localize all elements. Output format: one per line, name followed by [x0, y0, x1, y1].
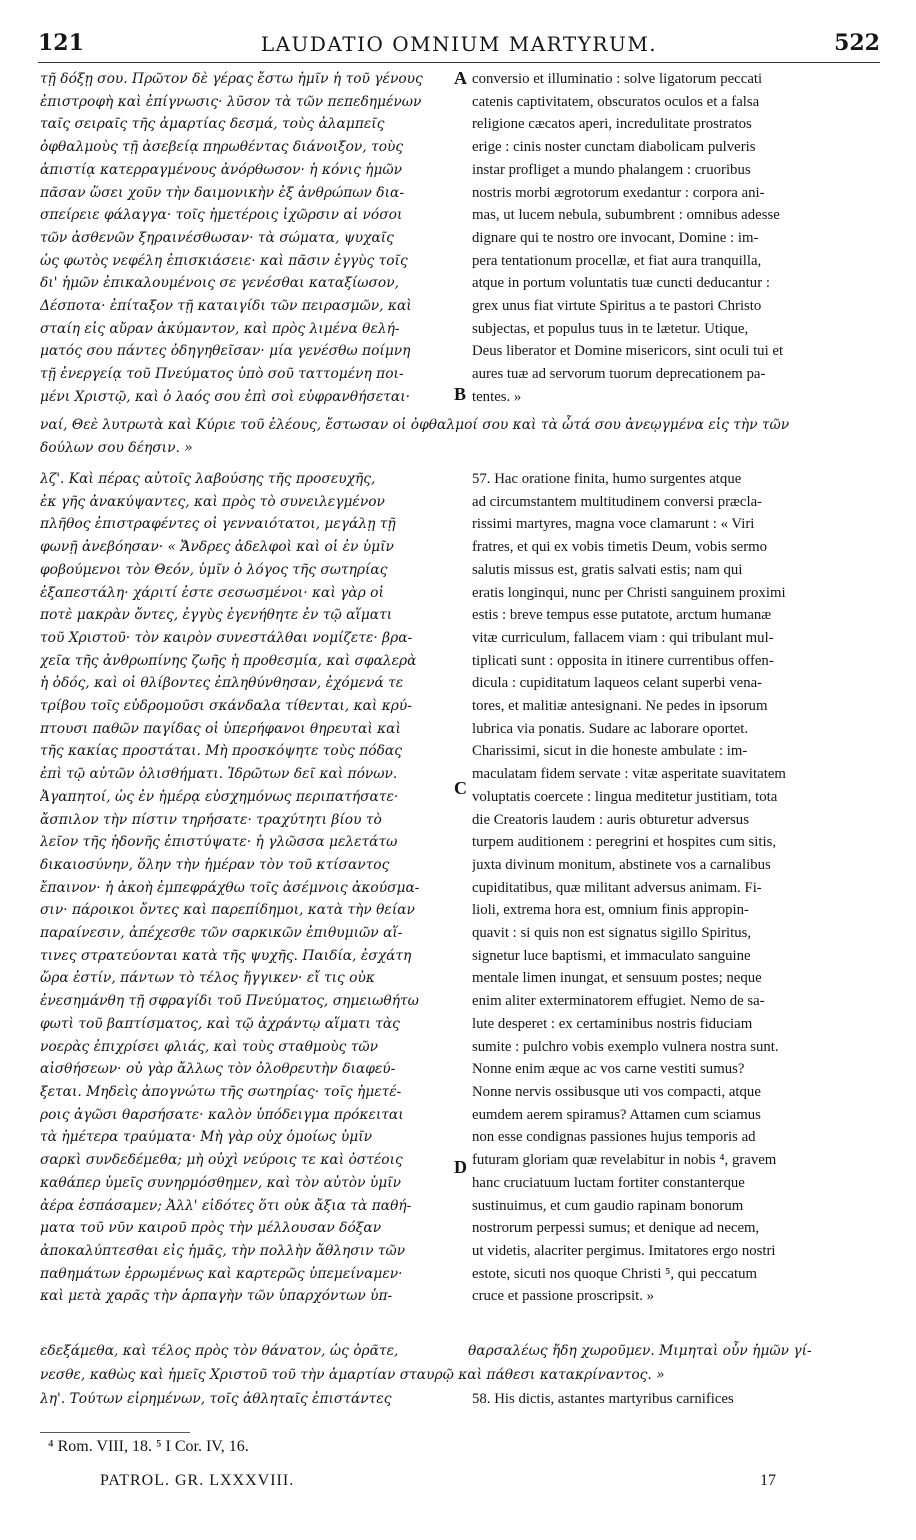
- latin-line: turpem auditionem : peregrini et hospites cum sitis,: [472, 834, 777, 851]
- latin-line: tores, et malitiæ antesignani. Ne pedes in ipsorum: [472, 698, 768, 715]
- greek-line: δούλων σου δέησιν. »: [40, 439, 193, 456]
- greek-line: μένι Χριστῷ, καὶ ὁ λαός σου ἐπὶ σοὶ εὐφρανθήσεται·: [40, 388, 410, 405]
- latin-line: lioli, extrema hora est, omnium finis appropin-: [472, 902, 749, 919]
- greek-line: νεσθε, καθὼς καὶ ἡμεῖς Χριστοῦ τοῦ τὴν ἁμαρτίαν σταυρῷ καὶ πάθεσι κατακρίναντος. »: [40, 1367, 665, 1383]
- latin-line: mas, ut lucem nebula, subumbrent : omnibus adesse: [472, 207, 780, 224]
- latin-line: vitæ curriculum, fallacem viam : qui tribulant mul-: [472, 629, 774, 646]
- greek-line: δικαιοσύνην, ὅλην τὴν ἡμέραν τὸν τοῦ κτίσαντος: [40, 856, 390, 873]
- latin-line: signetur luce baptismi, et immaculato sanguine: [472, 947, 751, 964]
- greek-line: τινες στρατεύονται κατὰ τῆς ψυχῆς. Παιδία, ἐσχάτη: [40, 947, 412, 964]
- greek-line: ναί, Θεὲ λυτρωτὰ καὶ Κύριε τοῦ ἐλέους, ἔστωσαν οἱ ὀφθαλμοί σου καὶ τὰ ὦτά σου ἀνεῳγμένα εἰς τὴν τῶν: [40, 417, 790, 433]
- latin-column-bottom: [472, 468, 882, 1338]
- greek-line: ἀπιστίᾳ κατερραγμένους ἀνόρθωσον· ἡ κόνις ἡμῶν: [40, 161, 403, 178]
- greek-line: δι' ἡμῶν ἐπικαλουμένοις σε γενέσθαι καταξίωσον,: [40, 275, 399, 292]
- latin-line: estote, sicuti nos quoque Christi ⁵, qui peccatum: [472, 1265, 758, 1282]
- latin-line: eumdem aerem spiramus? Attamen cum sciamus: [472, 1106, 761, 1123]
- latin-line: subjectas, et populus tuus in te lætetur. Utique,: [472, 320, 749, 337]
- latin-line: quavit : si quis non est signatus sigillo Spiritus,: [472, 925, 752, 942]
- latin-line: dignare qui te nostro ore invocant, Domine : im-: [472, 229, 759, 246]
- running-header: [38, 30, 880, 60]
- greek-line: εδεξάμεθα, καὶ τέλος πρὸς τὸν θάνατον, ὡς ὁρᾶτε,: [40, 1343, 399, 1359]
- greek-line: ἀποκαλύπτεσθαι εἰς ἡμᾶς, τὴν πολλὴν ἄθλησιν τῶν: [40, 1242, 406, 1259]
- greek-line: ἐκ γῆς ἀνακύψαντες, καὶ πρὸς τὸ συνειλεγμένον: [40, 493, 385, 510]
- greek-line: τῇ ἐνεργείᾳ τοῦ Πνεύματος ὑπὸ σοῦ ταττομένη ποι-: [40, 366, 404, 383]
- latin-line: eratis longinqui, nunc per Christi sanguinem proximi: [472, 584, 786, 601]
- latin-line: erige : cinis noster cunctam diabolicam pulveris: [472, 139, 756, 156]
- greek-line: σπείρειε φάλαγγα· τοῖς ἡμετέροις ἰχῶρσιν αἱ νόσοι: [40, 207, 403, 224]
- greek-line: ποτὲ μακρὰν ὄντες, ἐγγὺς ἐγενήθητε ἐν τῷ αἵματι: [40, 607, 393, 624]
- latin-line: pera tentationum procellæ, et fiat aura tranquilla,: [472, 252, 762, 269]
- latin-line: nostris morbi ægrotorum exedantur : corpora ani-: [472, 184, 765, 201]
- latin-line: cupiditatibus, quæ militant adversus animam. Fi-: [472, 879, 762, 896]
- greek-line: φοβούμενοι τὸν Θεόν, ὑμῖν ὁ λόγος τῆς σωτηρίας: [40, 561, 388, 578]
- latin-column-top: [472, 68, 882, 413]
- greek-line: πτουσι παθῶν παγίδας οἱ ὑπερήφανοι θηρευταὶ καὶ: [40, 720, 401, 737]
- latin-line: 57. Hac oratione finita, humo surgentes atque: [472, 471, 742, 487]
- latin-line: lute desperet : ex certaminibus nostris fiduciam: [472, 1015, 753, 1032]
- latin-line: non esse condignas passiones hujus temporis ad: [472, 1129, 756, 1146]
- latin-line: ut videtis, alacriter pergimus. Imitatores ergo nostri: [472, 1242, 776, 1259]
- greek-line: παραίνεσιν, ἀπέχεσθε τῶν σαρκικῶν ἐπιθυμιῶν αἵ-: [40, 925, 403, 942]
- greek-column-bottom: [40, 468, 460, 1338]
- latin-line: voluptatis coercete : lingua meditetur justitiam, tota: [472, 788, 778, 805]
- latin-line: atque in portum voluntatis tuæ cuncti deducantur :: [472, 275, 770, 292]
- latin-line: die Creatoris laudem : auris obturetur adversus: [472, 811, 749, 828]
- greek-line: σαρκὶ συνδεδέμεθα; μὴ οὐχὶ νεύροις τε καὶ ὀστέοις: [40, 1152, 403, 1169]
- footnote-rule: [40, 1432, 190, 1433]
- greek-full-width-2: [40, 1364, 882, 1388]
- latin-line: juxta divinum monitum, abstinete vos a carnalibus: [472, 856, 771, 873]
- latin-line: fratres, et qui ex vobis timetis Deum, vobis sermo: [472, 539, 768, 556]
- greek-line: ἐνεσημάνθη τῇ σφραγίδι τοῦ Πνεύματος, σημειωθήτω: [40, 993, 419, 1010]
- latin-line: mentale limen inungat, et sensuum postes; neque: [472, 970, 762, 987]
- greek-line: νοερὰς ἐπιχρίσει φλιάς, καὶ τοὺς σταθμοὺς τῶν: [40, 1038, 378, 1055]
- greek-line: πλῆθος ἐπιστραφέντες οἱ γενναιότατοι, μεγάλῃ τῇ: [40, 516, 396, 533]
- latin-line: maculatam fidem servate : vitæ asperitate suavitatem: [472, 766, 786, 783]
- latin-line: tentes. »: [472, 388, 522, 405]
- greek-line: ἐξαπεστάλη· χάριτί ἐστε σεσωσμένοι· καὶ γὰρ οἱ: [40, 584, 384, 601]
- latin-line: Nonne enim æque ac vos carne vestiti sumus?: [472, 1061, 745, 1078]
- greek-line: λη'. Τούτων εἰρημένων, τοῖς ἀθληταῖς ἐπιστάντες: [40, 1391, 392, 1407]
- greek-line: ὡς φωτὸς νεφέλη ἐπισκιάσειε· καὶ πᾶσιν ἐγγὺς τοῖς: [40, 252, 408, 269]
- greek-line: ἐπὶ τῷ αὐτῶν ὀλισθήματι. Ἱδρῶτων δεῖ καὶ πόνων.: [40, 766, 398, 783]
- latin-line: nostrorum perpessi sumus; et denique ad necem,: [472, 1220, 760, 1237]
- footnotes: ⁴ Rom. VIII, 18. ⁵ I Cor. IV, 16.: [48, 1438, 249, 1455]
- latin-line: rissimi martyres, magna voce clamarunt : « Viri: [472, 516, 755, 533]
- greek-line: καθάπερ ὑμεῖς συνηρμόσθημεν, καὶ τὸν αὐτὸν ὑμῖν: [40, 1174, 402, 1191]
- greek-line: ἔπαινον· ἡ ἀκοὴ ἐμπεφράχθω τοῖς ἀσέμνοις ἀκούσμα-: [40, 879, 420, 896]
- page-number-right: 522: [834, 30, 880, 56]
- greek-line: ὥρα ἐστίν, πάντων τὸ τέλος ἤγγικεν· εἴ τις οὐκ: [40, 970, 375, 987]
- latin-line: lubrica via ponatis. Sudare ac laborare oportet.: [472, 720, 749, 737]
- margin-letter-b: B: [454, 384, 467, 404]
- greek-split-line: [40, 1340, 882, 1364]
- latin-line: enim aliter exterminatorem effugiet. Nemo de sa-: [472, 993, 765, 1010]
- greek-line: τῆς κακίας προστάται. Μὴ προσκόψητε τοὺς πόδας: [40, 743, 402, 760]
- greek-line: φωνῇ ἀνεβόησαν· « Ἄνδρες ἀδελφοὶ καὶ οἱ ἐν ὑμῖν: [40, 539, 394, 556]
- latin-line: salutis missus est, gratis salvati estis; nam qui: [472, 561, 743, 578]
- latin-line: cruce et passione proscripsit. »: [472, 1288, 655, 1305]
- latin-line: Nonne nervis ossibusque uti vos compacti, atque: [472, 1083, 761, 1100]
- greek-line: χεῖα τῆς ἀνθρωπίνης ζωῆς ἡ προθεσμία, καὶ σφαλερὰ: [40, 652, 417, 669]
- greek-line: σταίη εἰς αὔραν ἀκύμαντον, καὶ πρὸς λιμένα θελή-: [40, 320, 400, 337]
- greek-full-width: [40, 414, 882, 462]
- greek-line: Δέσποτα· ἐπίταξον τῇ καταιγίδι τῶν πειρασμῶν, καὶ: [40, 298, 412, 315]
- greek-line: ἡ ὁδός, καὶ οἱ θλίβοντες ἐπληθύνθησαν, ἐχόμενά τε: [40, 675, 404, 692]
- latin-line: catenis captivitatem, obscuratos oculos et a falsa: [472, 93, 760, 110]
- running-title: LAUDATIO OMNIUM MARTYRUM.: [260, 32, 658, 56]
- greek-line: ἀέρα ἐσπάσαμεν; Ἀλλ' εἰδότες ὅτι οὐκ ἄξια τὰ παθή-: [40, 1197, 412, 1214]
- latin-line: hanc cruciatuum luctam fortiter constanterque: [472, 1174, 745, 1191]
- latin-line: Deus liberator et Domine misericors, sint oculi tui et: [472, 343, 784, 360]
- greek-line: πᾶσαν ὥσει χοῦν τὴν δαιμονικὴν ἐξ ἀνθρώπων δια-: [40, 184, 404, 201]
- latin-line: ad circumstantem multitudinem conversi præcla-: [472, 493, 763, 510]
- greek-line: παθημάτων ἐρρωμένως καὶ καρτερῶς ὑπεμείναμεν·: [40, 1265, 403, 1282]
- latin-line: instar profliget a mundo phalangem : cruoribus: [472, 161, 751, 178]
- greek-line: αἰσθήσεων· οὐ γὰρ ἄλλως τὸν ὀλοθρευτὴν διαφεύ-: [40, 1061, 396, 1078]
- greek-line: τῶν ἀσθενῶν ξηραινέσθωσαν· τὰ σώματα, ψυχαῖς: [40, 229, 394, 246]
- latin-line: sustinuimus, et cum gaudio rapinam bonorum: [472, 1197, 744, 1214]
- margin-letter-d: D: [454, 1157, 467, 1177]
- greek-line: ροις ἀγῶσι θαρσήσατε· καλὸν ὑπόδειγμα πρόκειται: [40, 1106, 404, 1123]
- greek-line: Ἀγαπητοί, ὡς ἐν ἡμέρᾳ εὐσχημόνως περιπατήσατε·: [40, 788, 399, 805]
- greek-line: τοῦ Χριστοῦ· τὸν καιρὸν συνεστάλθαι νομίζετε· βρα-: [40, 629, 413, 646]
- latin-line: dicula : cupiditatum laqueos celant superbi vena-: [472, 675, 763, 692]
- greek-line: ἄσπιλον τὴν πίστιν τηρήσατε· τραχύτητι βίου τὸ: [40, 811, 382, 828]
- latin-line: sumite : pulchro vobis exemplo vulnera nostra sunt.: [472, 1038, 779, 1055]
- margin-letter-c: C: [454, 778, 467, 798]
- greek-line: ταῖς σειραῖς τῆς ἁμαρτίας δεσμά, τοὺς ἀλαμπεῖς: [40, 116, 385, 133]
- greek-line: ματα τοῦ νῦν καιροῦ πρὸς τὴν μέλλουσαν δόξαν: [40, 1220, 382, 1237]
- latin-line: aures tuæ ad servorum tuorum deprecationem pa-: [472, 366, 766, 383]
- latin-line: religione cæcatos aperi, incredulitate prostratos: [472, 116, 752, 133]
- greek-line: ὀφθαλμοὺς τῇ ἀσεβείᾳ πηρωθέντας διάνοιξον, τοὺς: [40, 139, 404, 156]
- greek-line: καὶ μετὰ χαρᾶς τὴν ἁρπαγὴν τῶν ὑπαρχόντων ὑπ-: [40, 1288, 393, 1305]
- last-line: [40, 1388, 882, 1414]
- latin-line: estis : breve tempus esse putatote, arctum humanæ: [472, 607, 772, 624]
- latin-line: tiplicati sunt : opposita in itinere currentibus offen-: [472, 652, 774, 669]
- latin-line: futuram gloriam quæ revelabitur in nobis ⁴, gravem: [472, 1152, 777, 1169]
- header-rule: [38, 62, 880, 63]
- greek-line: ξεται. Μηδεὶς ἀπογνώτω τῆς σωτηρίας· τοῖς ἡμετέ-: [40, 1083, 402, 1100]
- latin-line: grex unus fiat virtute Spiritus a te pastori Christo: [472, 298, 762, 315]
- greek-line: θαρσαλέως ἤδη χωροῦμεν. Μιμηταὶ οὖν ἡμῶν γί-: [468, 1343, 812, 1359]
- greek-line: σιν· πάροικοι ὄντες καὶ παρεπίδημοι, κατὰ τὴν θείαν: [40, 902, 415, 919]
- latin-line: Charissimi, sicut in die honeste ambulate : im-: [472, 743, 748, 760]
- greek-line: λεῖον τῆς ἡδονῆς ἐπιστύψατε· ἡ γλῶσσα μελετάτω: [40, 834, 398, 851]
- latin-line: 58. His dictis, astantes martyribus carnifices: [472, 1391, 734, 1407]
- greek-line: τὰ ἡμέτερα τραύματα· Μὴ γὰρ οὐχ ὁμοίως ὑμῖν: [40, 1129, 373, 1146]
- greek-line: τρίβου τοῖς εὐδρομοῦσι σκάνδαλα τίθενται, καὶ κρύ-: [40, 698, 412, 715]
- signature-mark: PATROL. GR. LXXXVIII.: [100, 1472, 295, 1489]
- latin-line: conversio et illuminatio : solve ligatorum peccati: [472, 71, 763, 87]
- greek-column-top: [40, 68, 460, 413]
- margin-letter-a: A: [454, 68, 467, 88]
- page-number-left: 121: [38, 30, 84, 56]
- greek-line: ματός σου πάντες ὁδηγηθεῖσαν· μία γενέσθω ποίμνη: [40, 343, 411, 360]
- signature-number: 17: [760, 1472, 776, 1489]
- greek-line: φωτὶ τοῦ βαπτίσματος, καὶ τῷ ἀχράντῳ αἵματι τὰς: [40, 1015, 400, 1032]
- greek-line: ἐπιστροφὴ καὶ ἐπίγνωσις· λῦσον τὰ τῶν πεπεδημένων: [40, 93, 422, 110]
- greek-line: λζ'. Καὶ πέρας αὐτοῖς λαβούσης τῆς προσευχῆς,: [40, 471, 376, 487]
- greek-line: τῇ δόξῃ σου. Πρῶτον δὲ γέρας ἔστω ἡμῖν ἡ τοῦ γένους: [40, 71, 423, 87]
